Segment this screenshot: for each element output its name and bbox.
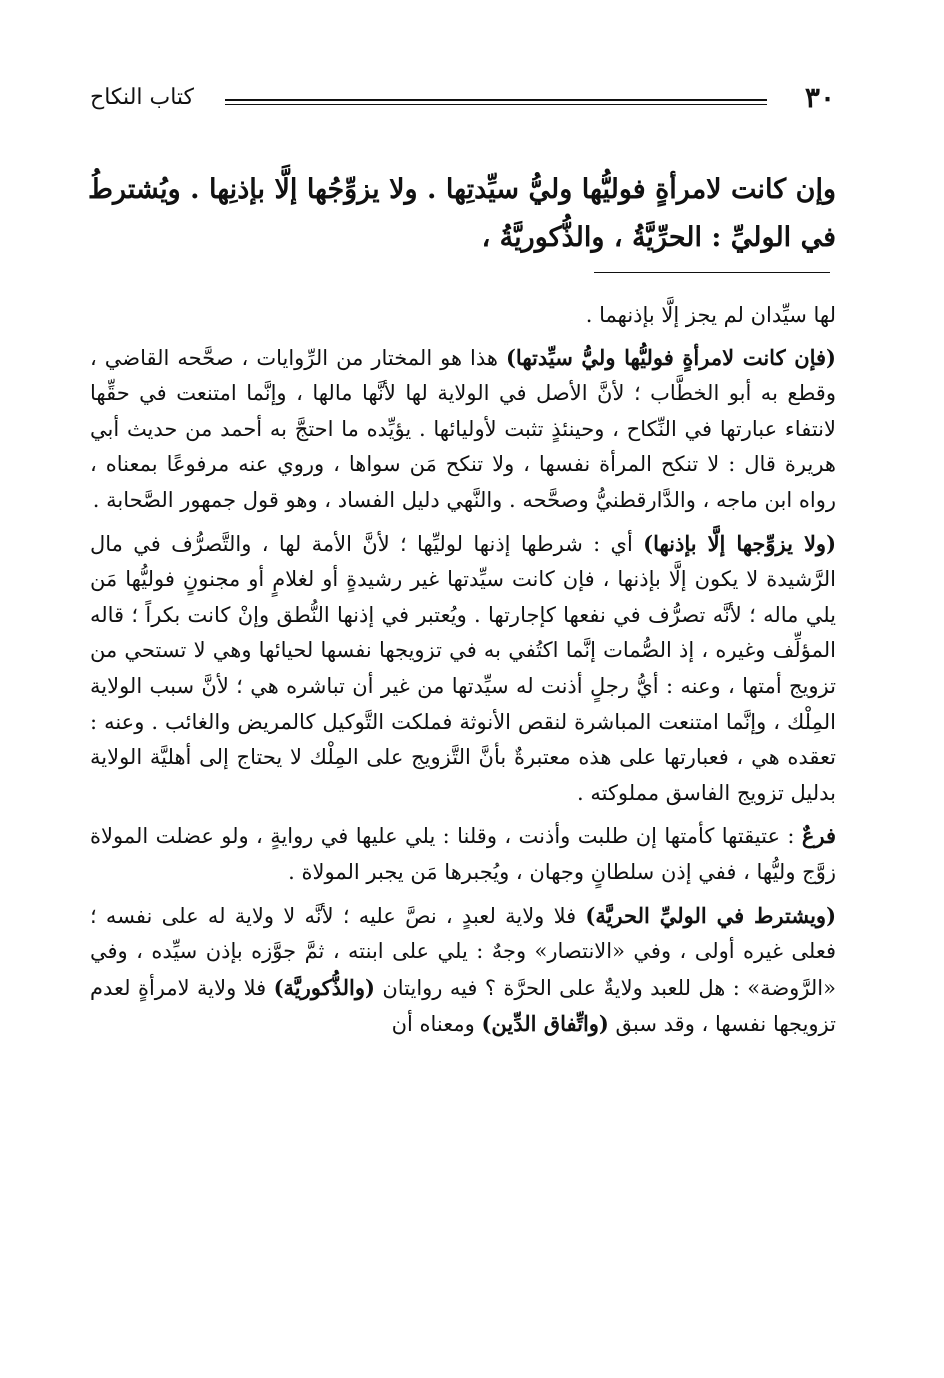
paragraph-text: فلا ولاية لامرأةٍ لعدم تزويجها نفسها ، وقد سبق — [90, 975, 836, 1037]
paragraph-text: أي : شرطها إذنها لوليِّها ؛ لأنَّ الأمة لها ، والتَّصرُّف في مال الرَّشيدة لا يكون إلَّا بإذنها ، فإن كانت سيِّدتها غير رشيدةٍ أو لغلامٍ أو مجنونٍ فوليُّها مَن يلي ماله ؛ لأنَّه تصرُّف في نفعها كإجارتها . ويُعتبر في إذنها النُّطق وإنْ كانت بكراً ؛ قاله المؤلِّف وغيره ، إذ الصُّمات إنَّما اكتُفي به في تزويجها نفسها لحيائها وهي لا تستحي من تزويج أمتها ، وعنه : أيُّ رجلٍ أذنت له سيِّدتها من غير أن تباشره هي ؛ لأنَّ سبب الولاية المِلْك ، وإنَّما امتنعت المباشرة لنقص الأنوثة فملكت التَّوكيل كالمريض والغائب . وعنه : تعقده هي ، فعبارتها على هذه معتبرةٌ بأنَّ التَّزويج على المِلْك لا يحتاج إلى أهليَّة الولاية بدليل تزويج الفاسق مملوكته . — [90, 531, 836, 805]
book-title: كتاب النكاح — [90, 85, 195, 110]
section-term: فرعٌ — [801, 823, 836, 849]
header-rule-thin — [225, 104, 767, 105]
page-number: ٣٠ — [804, 81, 835, 114]
matn-quote: (واتِّفاق الدِّين) — [481, 1011, 609, 1037]
commentary-paragraph — [90, 340, 836, 519]
page-header — [90, 80, 835, 120]
commentary-paragraph — [90, 526, 836, 812]
paragraph-text: : عتيقتها كأمتها إن طلبت وأذنت ، وقلنا : يلي عليها في روايةٍ ، ولو عضلت المولاة زوَّج وليُّها ، ففي إذن سلطانٍ وجهان ، ويُجبرها مَن يجبر المولاة . — [90, 824, 836, 884]
matn-quote: (ويشترط في الوليِّ الحريَّة) — [585, 902, 836, 928]
paragraph-text: ومعناه أن — [391, 1012, 482, 1037]
commentary-paragraph — [90, 818, 836, 890]
paragraph-text: لها سيِّدان لم يجز إلَّا بإذنهما . — [585, 303, 836, 327]
commentary-paragraph — [90, 898, 836, 1043]
matn-quote: (ولا يزوِّجها إلَّا بإذنها) — [643, 530, 837, 556]
commentary-paragraph — [90, 298, 836, 334]
matn-divider — [594, 272, 830, 273]
paragraph-text: فلا ولاية لعبدٍ ، نصَّ عليه ؛ لأنَّه لا ولاية له على نفسه ؛ فعلى غيره أولى ، وفي «الانتصار» وجهٌ : يلي على ابنته ، ثمَّ جوَّزه بإذن سيِّده ، وفي «الرَّوضة» : هل للعبد ولايةٌ على الحرَّة ؟ فيه روايتان — [90, 903, 836, 1000]
matn-quote: (فإن كانت لامرأةٍ فوليُّها وليُّ سيِّدتها) — [505, 344, 836, 370]
header-rule — [225, 99, 767, 101]
paragraph-text: هذا هو المختار من الرِّوايات ، صحَّحه القاضي ، وقطع به أبو الخطَّاب ؛ لأنَّ الأصل في الولاية لها لأنَّها مالها ، وإنَّما امتنعت في حقِّها لانتفاء عبارتها في النِّكاح ، وحينئذٍ تثبت لأوليائها . يؤيِّده ما احتجَّ به أحمد من حديث أبي هريرة قال : لا تنكح المرأة نفسها ، ولا تنكح مَن سواها ، وروي عنه مرفوعًا بمعناه ، رواه ابن ماجه ، والدَّارقطنيُّ وصحَّحه . والنَّهي دليل الفساد ، وهو قول جمهور الصَّحابة . — [90, 345, 836, 512]
commentary — [90, 298, 836, 1050]
matn-text: وإن كانت لامرأةٍ فوليُّها وليُّ سيِّدتِها . ولا يزوِّجُها إلَّا بإذنِها . ويُشترطُ في الوليِّ : الحرِّيَّةُ ، والذُّكوريَّةُ ، — [88, 174, 836, 253]
matn-quote: (والذُّكوريَّة) — [273, 974, 375, 1000]
